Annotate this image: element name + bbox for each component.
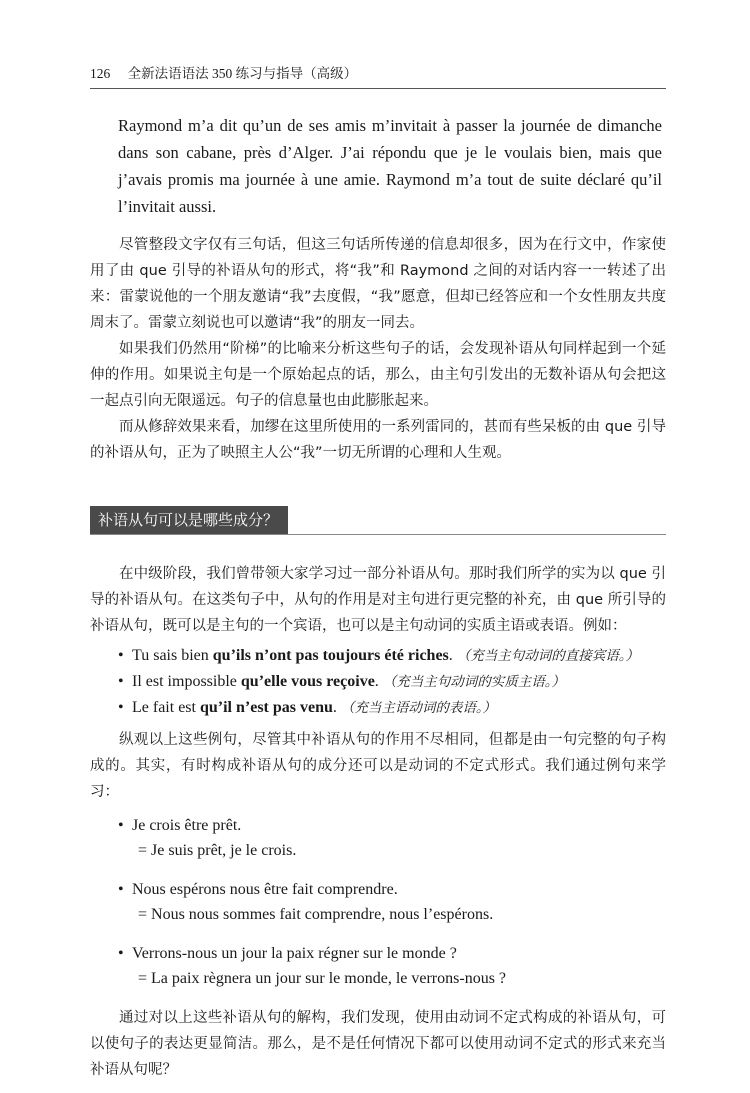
- closing-paragraph: 通过对以上这些补语从句的解构，我们发现，使用由动词不定式构成的补语从句，可以使句子的表达更显简洁。那么，是不是任何情况下都可以使用动词不定式的形式来充当补语从句呢？: [90, 1010, 666, 1078]
- paragraph: 如果我们仍然用“阶梯”的比喻来分析这些句子的话，会发现补语从句同样起到一个延伸的作用。如果说主句是一个原始起点的话，那么，由主句引发出的无数补语从句会把这一起点引向无限遥远。句子的信息量也由此膨胀起来。: [90, 341, 666, 409]
- example-bold: qu’elle vous reçoive: [240, 673, 375, 690]
- french-quote: Raymond m’a dit qu’un de ses amis m’invitait à passer la journée de dimanche dans son cabane, près d’Alger. J’ai répondu que je le voulais bien, mais que j’avais promis ma journée à une amie. Raymond m’a tout de suite déclaré qu’il l’invitait aussi.: [118, 116, 662, 216]
- example-equivalent: = Nous nous sommes fait comprendre, nous l’espérons.: [138, 906, 494, 923]
- example-bold: qu’il n’est pas venu: [199, 699, 333, 716]
- bullet-icon: •: [118, 945, 124, 962]
- example-sentence: Je crois être prêt.: [132, 817, 242, 834]
- bullet-icon: •: [118, 817, 124, 834]
- example-equivalent: = La paix règnera un jour sur le monde, le verrons-nous ?: [138, 970, 507, 987]
- example-item: [118, 695, 666, 721]
- example-equivalent: = Je suis prêt, je le crois.: [138, 842, 297, 859]
- example-item: [118, 813, 666, 863]
- paragraph: 尽管整段文字仅有三句话，但这三句话所传递的信息却很多，因为在行文中，作家使用了由 que 引导的补语从句的形式，将“我”和 Raymond 之间的对话内容一一转述了出来：雷蒙说他的一个朋友邀请“我”去度假，“我”愿意，但却已经答应和一个女性朋友共度周末了。雷蒙立刻说也可以邀请“我”的朋友一同去。: [90, 237, 666, 331]
- example-bold: qu’ils n’ont pas toujours été riches: [212, 647, 449, 664]
- example-list-infinitive: [90, 813, 666, 991]
- middle-paragraph: 纵观以上这些例句，尽管其中补语从句的作用不尽相同，但都是由一句完整的句子构成的。其实，有时构成补语从句的成分还可以是动词的不定式形式。我们通过例句来学习：: [90, 732, 666, 800]
- example-item: [118, 643, 666, 669]
- example-plain: Il est impossible: [132, 673, 241, 690]
- example-sentence: Nous espérons nous être fait comprendre.: [132, 881, 398, 898]
- paragraph: 而从修辞效果来看，加缪在这里所使用的一系列雷同的，甚而有些呆板的由 que 引导的补语从句，正为了映照主人公“我”一切无所谓的心理和人生观。: [90, 419, 666, 461]
- example-item: [118, 669, 666, 695]
- example-item: [118, 941, 666, 991]
- book-title: 全新法语语法 350 练习与指导（高级）: [127, 66, 358, 81]
- example-item: [118, 877, 666, 927]
- bullet-icon: •: [118, 673, 124, 690]
- example-sentence: Verrons-nous un jour la paix régner sur le monde ?: [132, 945, 457, 962]
- page-header: [90, 62, 666, 89]
- bullet-icon: •: [118, 699, 124, 716]
- bullet-icon: •: [118, 647, 124, 664]
- example-note: （充当主语动词的表语。）: [340, 700, 497, 716]
- example-plain: Tu sais bien: [132, 647, 213, 664]
- page-number: 126: [90, 66, 111, 81]
- page-content: [90, 112, 666, 1083]
- example-note: （充当主句动词的实质主语。）: [382, 674, 566, 690]
- example-end: .: [448, 647, 457, 664]
- section-divider: [90, 534, 666, 535]
- example-note: （充当主句动词的直接宾语。）: [456, 648, 640, 664]
- section-heading: 补语从句可以是哪些成分？: [90, 506, 288, 534]
- example-list-objects: [90, 643, 666, 721]
- bullet-icon: •: [118, 881, 124, 898]
- example-end: .: [332, 699, 341, 716]
- intro-paragraph: 在中级阶段，我们曾带领大家学习过一部分补语从句。那时我们所学的实为以 que 引导的补语从句。在这类句子中，从句的作用是对主句进行更完整的补充，由 que 所引导的补语从句，既可以是主句的一个宾语，也可以是主句动词的实质主语或表语。例如：: [90, 566, 666, 634]
- example-plain: Le fait est: [132, 699, 200, 716]
- example-end: .: [374, 673, 383, 690]
